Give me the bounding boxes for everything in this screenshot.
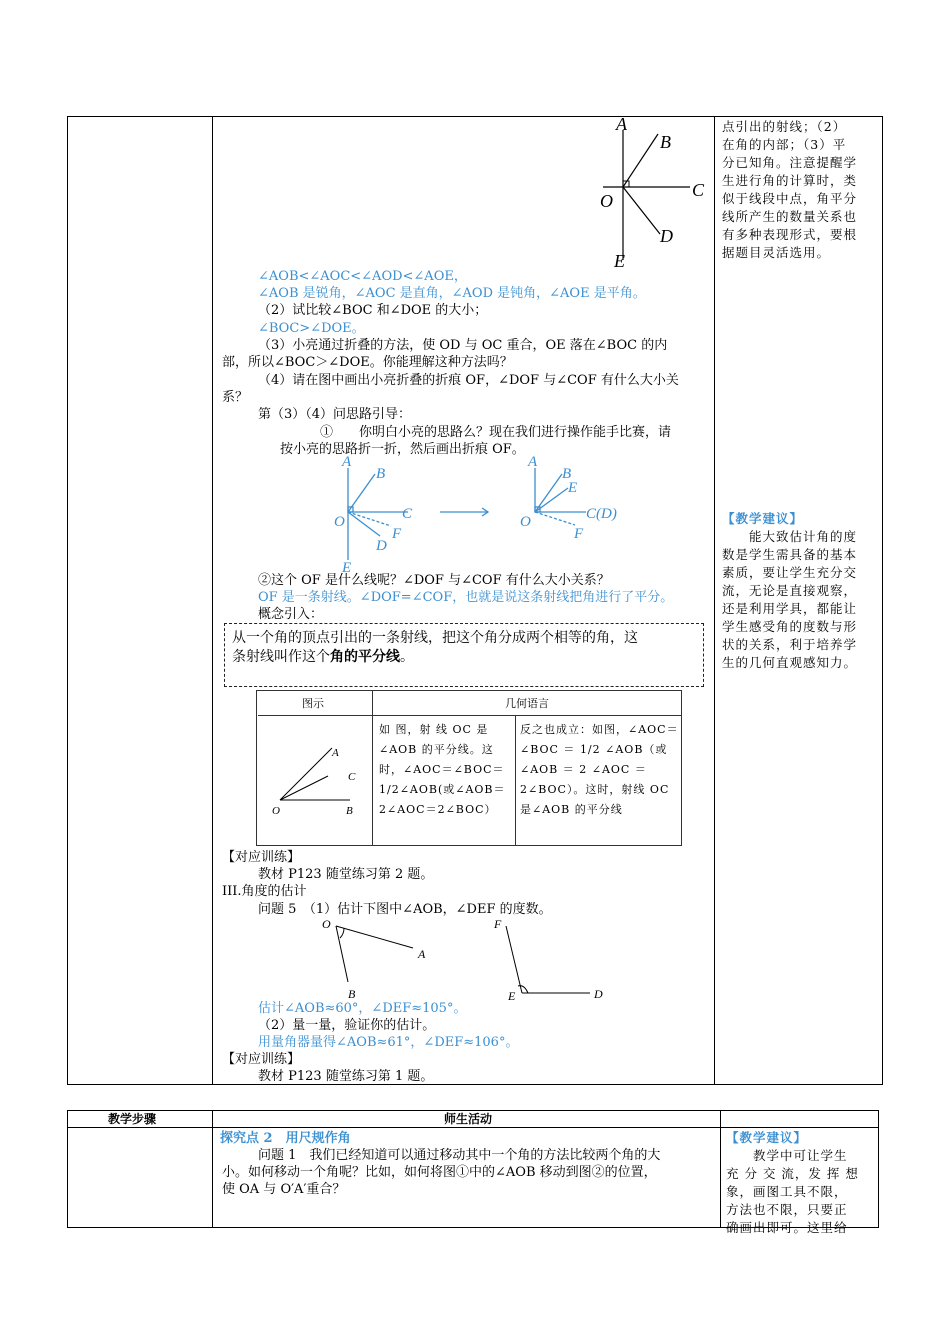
header-steps: 教学步骤: [108, 1112, 157, 1126]
e-f: F: [494, 917, 502, 931]
concept-intro: 概念引入：: [258, 607, 324, 622]
label-a: A: [616, 114, 627, 134]
question-5: 问题 5 （1）估计下图中∠AOB，∠DEF 的度数。: [258, 902, 552, 917]
e-a: A: [418, 947, 426, 961]
label-o: O: [600, 191, 613, 211]
header-activities: 师生活动: [444, 1112, 493, 1126]
e-b: B: [348, 987, 356, 1001]
figure-fold: [328, 452, 638, 574]
table-figure: [264, 738, 364, 822]
answer-bisector: OF 是一条射线。∠DOF=∠COF，也就是说这条射线把角进行了平分。: [258, 590, 674, 605]
training-title-2: 【对应训练】: [222, 1052, 301, 1067]
label-b: B: [660, 132, 671, 152]
side-note-3-title: 【教学建议】: [726, 1130, 808, 1145]
term-angle-bisector: 角的平分线: [330, 649, 400, 665]
question-5b: （2）量一量，验证你的估计。: [258, 1018, 436, 1033]
table-cell-definition: 如 图，射 线 OC 是 ∠AOB 的平分线。这 时，∠AOC＝∠BOC＝ 1/2∠AOB(或∠AOB＝ 2∠AOC＝2∠BOC）: [379, 723, 506, 816]
side-note-2: 【教学建议】 能大致估计角的度 数是学生需具备的基本 素质，要让学生充分交 流，无论是直接观察， 还是利用学具，都能让 学生感受角的度数与形 状的关系，利于培养学 生的几何直观感知力。: [722, 511, 858, 670]
training-text-2: 教材 P123 随堂练习第 1 题。: [258, 1069, 434, 1084]
e-o: O: [322, 917, 331, 931]
training-title-1: 【对应训练】: [222, 850, 301, 865]
r-b: B: [562, 466, 572, 482]
table-header-figure: 图示: [302, 697, 324, 710]
table-cell-converse: 反之也成立：如图，∠AOC＝ ∠BOC ＝ 1/2 ∠AOB（或 ∠AOB ＝ 2 ∠AOC ＝ 2∠BOC）。这时，射线 OC 是∠AOB 的平分线: [520, 723, 679, 816]
explore-title: 探究点 2 用尺规作角: [220, 1131, 351, 1146]
l-e: E: [342, 560, 352, 574]
e-e: E: [508, 989, 516, 1003]
guide-1-line1: ① 你明白小亮的思路么？现在我们进行操作能手比赛，请: [320, 425, 672, 440]
guide-1-line2: 按小亮的思路折一折，然后画出折痕 OF。: [280, 442, 525, 457]
t-o: O: [272, 805, 280, 817]
r-f: F: [574, 526, 584, 542]
measure-answer: 用量角器量得∠AOB≈61°，∠DEF≈106°。: [258, 1035, 519, 1050]
answer-compare: ∠BOC>∠DOE。: [258, 321, 365, 336]
r-a: A: [528, 454, 538, 470]
problem-1-line3: 使 OA 与 O′A′重合？: [222, 1182, 346, 1197]
question-3-line1: （3）小亮通过折叠的方法，使 OD 与 OC 重合，OE 落在∠BOC 的内: [258, 338, 668, 353]
question-3-line2: 部，所以∠BOC＞∠DOE。你能理解这种方法吗？: [222, 355, 513, 370]
l-a: A: [342, 454, 352, 470]
l-b: B: [376, 466, 386, 482]
guide-title: 第（3）（4）问思路引导：: [258, 407, 412, 422]
l-o: O: [334, 514, 345, 530]
question-4-line1: （4）请在图中画出小亮折叠的折痕 OF，∠DOF 与∠COF 有什么大小关: [258, 373, 679, 388]
table-header-language: 几何语言: [505, 697, 549, 710]
section-angle-estimate: III.角度的估计: [222, 884, 307, 899]
label-e: E: [614, 251, 625, 271]
side-note-3: 【教学建议】 教学中可让学生 充 分 交 流，发 挥 想 象，画图工具不限， 方法也不限，只要正 确画出即可。这里给: [726, 1130, 859, 1235]
r-e: E: [568, 480, 578, 496]
e-d: D: [594, 987, 603, 1001]
l-d: D: [376, 538, 387, 554]
problem-1-line1: 问题 1 我们已经知道可以通过移动其中一个角的方法比较两个角的大: [258, 1148, 661, 1163]
question-4-line2: 系？: [222, 390, 249, 405]
figure-estimate: [318, 914, 618, 1004]
l-c: C: [402, 506, 413, 522]
figure-rays-oabcde: [590, 110, 715, 272]
answer-types: ∠AOB 是锐角，∠AOC 是直角，∠AOD 是钝角，∠AOE 是平角。: [258, 286, 646, 301]
t-a: A: [332, 747, 339, 759]
t-c: C: [348, 771, 356, 783]
definition-line2: 条射线叫作这个角的平分线。: [232, 649, 414, 665]
side-note-1: 点引出的射线；（2） 在角的内部；（3）平 分已知角。注意提醒学 生进行角的计算时，类 似于线段中点，角平分 线所产生的数量关系也 有多种表现形式，要根 据题目灵活选用。: [722, 119, 858, 260]
side-note-2-title: 【教学建议】: [722, 511, 804, 526]
question-2: （2）试比较∠BOC 和∠DOE 的大小；: [258, 303, 488, 318]
half-fraction: 1/2: [379, 783, 400, 796]
estimate-answer: 估计∠AOB≈60°，∠DEF≈105°。: [258, 1001, 467, 1016]
label-c: C: [692, 180, 705, 200]
training-text-1: 教材 P123 随堂练习第 2 题。: [258, 867, 434, 882]
definition-line1: 从一个角的顶点引出的一条射线，把这个角分成两个相等的角，这: [232, 630, 638, 646]
r-cd: C(D): [586, 506, 617, 522]
answer-order: ∠AOB<∠AOC<∠AOD<∠AOE，: [258, 269, 467, 284]
l-f: F: [392, 526, 402, 542]
r-o: O: [520, 514, 531, 530]
t-b: B: [346, 805, 353, 817]
guide-2: ②这个 OF 是什么线呢？∠DOF 与∠COF 有什么大小关系？: [258, 573, 610, 588]
problem-1-line2: 小。如何移动一个角呢？比如，如何将图①中的∠AOB 移动到图②的位置，: [222, 1165, 657, 1180]
label-d: D: [660, 226, 673, 246]
